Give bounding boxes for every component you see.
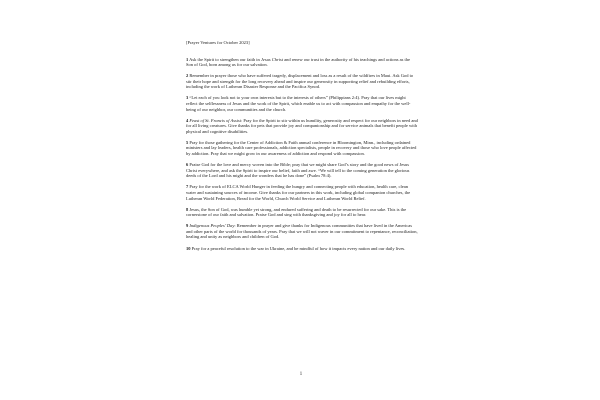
prayer-item-number: 8 bbox=[186, 206, 189, 212]
prayer-item-text: : Pray for the Spirit to stir within us humility, generosity and respect for our neighbors in need and for all living creatures. Give thanks for pets that provide joy and companionship and for service animals that benefit people with physical and cognitive disabilities. bbox=[186, 117, 418, 134]
prayer-item-number: 6 bbox=[186, 162, 189, 168]
prayer-item-number: 7 bbox=[186, 184, 189, 190]
prayer-item-text: : Remember in prayer and give thanks for Indigenous communities that have lived in the Americas and other parts of the world for thousands of years. Pray that we will not waver in our commitment to repentance, reconciliation, healing and unity as neighbors and children of God. bbox=[186, 223, 418, 240]
prayer-item bbox=[186, 162, 418, 179]
prayer-item-text: Pray for those gathering for the Center of Addiction & Faith annual conference in Bloomington, Minn., including ordained ministers and lay leaders, health care professionals, addiction specialists, people in recovery and those who love people affected by addiction. Pray that we might grow in our awareness of addiction and respond with compassion. bbox=[186, 139, 417, 157]
prayer-item bbox=[186, 140, 418, 157]
prayer-item-text: and renew our trust in the authority of his teachings and actions as the Son of God, born among us for our salvation. bbox=[186, 56, 410, 68]
prayer-item-number: 4 bbox=[186, 117, 189, 123]
prayer-item-emphasis: Indigenous Peoples’ Day bbox=[189, 223, 235, 229]
document-body bbox=[186, 40, 418, 257]
prayer-item bbox=[186, 118, 418, 135]
prayer-item-text: Jesus, the Son of God, was humble yet strong, and endured suffering and death to be resurrected for our sake. This is the cornerstone of our faith and salvation. Praise God and sing with thanksgiving and joy for all to hear. bbox=[186, 206, 407, 218]
prayer-item-emphasis: Jesus Christ bbox=[260, 56, 284, 62]
prayer-item-text: “Let each of you look not to your own interests but to the interests of others” (Philippians 2:4). Pray that our lives might reflect the selflessness of Jesus and the work of the Spirit, which enable us to act with compassion and empathy for the well-being of our neighbor, our communities and the church. bbox=[186, 95, 411, 112]
page-number: 1 bbox=[299, 372, 303, 377]
prayer-item-text: Praise God for the love and mercy woven into the Bible; pray that we might share God’s story and the good news of Jesus Christ everywhere, and ask the Spirit to inspire our belief, faith and awe. “We will tell to the coming generation the glorious deeds of the Lord and his might and the wonders that he has done” (Psalm 78:4). bbox=[186, 162, 410, 179]
prayer-list bbox=[186, 57, 418, 252]
prayer-item bbox=[186, 95, 418, 112]
prayer-item bbox=[186, 57, 418, 68]
prayer-item-number: 9 bbox=[186, 223, 189, 229]
prayer-item-text: Pray for a peaceful resolution to the war in Ukraine, and be mindful of how it impacts every nation and our daily lives. bbox=[191, 245, 406, 251]
prayer-item bbox=[186, 246, 418, 252]
document-header: [Prayer Ventures for October 2023] bbox=[186, 40, 250, 45]
prayer-item bbox=[186, 73, 418, 90]
prayer-item-number: 2 bbox=[186, 73, 189, 79]
prayer-item-text: Ask the Spirit to strengthen our faith in bbox=[189, 56, 261, 62]
prayer-item-number: 1 bbox=[186, 56, 189, 62]
prayer-item-number: 3 bbox=[186, 95, 189, 101]
prayer-item bbox=[186, 223, 418, 240]
prayer-item-emphasis: Feast of St. Francis of Assisi bbox=[189, 117, 242, 123]
prayer-item-text: Remember in prayer those who have suffered tragedy, displacement and loss as a result of the wildfires in Maui. Ask God to stir their hope and strength for the long recovery ahead and inspire our generosity in supporting relief and rebuilding efforts, including the work of Lutheran Disaster Response and the Pacifica Synod. bbox=[186, 73, 414, 90]
prayer-item bbox=[186, 207, 418, 218]
prayer-item-number: 10 bbox=[186, 245, 191, 251]
prayer-item-text: Pray for the work of ELCA World Hunger in feeding the hungry and connecting people with education, health care, clean water and sustaining sources of income. Give thanks for our partners in this work, including global companion churches, the Lutheran World Federation, Bread for the World, Church World Service and Lutheran World Relief. bbox=[186, 184, 411, 201]
prayer-item-number: 5 bbox=[186, 139, 189, 145]
prayer-item bbox=[186, 184, 418, 201]
